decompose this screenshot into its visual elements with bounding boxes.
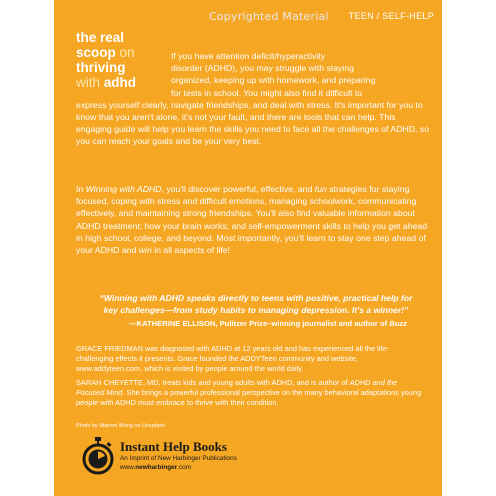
photo-credit: Photo by Warren Wong on Unsplash (76, 423, 165, 429)
attribution-prefix: —KATHERINE ELLISON, Pulitzer Prize–winning journalist and author of (129, 319, 390, 328)
bio2-rest: . She brings a powerful professional perspective on the many behavioral adaptations young people with ADHD must embrace to thrive with their condition. (76, 388, 422, 407)
back-cover (54, 0, 442, 496)
para2-win: win (138, 245, 152, 256)
copyright-watermark: Copyrighted Material (209, 10, 329, 23)
para2-mid: , you'll discover powerful, effective, and (161, 184, 315, 194)
endorsement-quote (94, 293, 418, 316)
para1-rest: express yourself clearly, navigate friendships, and deal with stress. It's important for you to know that you aren't alone, it's not your fault, and there are tools that can help. This engaging guide will help you learn the skills you need to face all the challenges of ADHD, so you can reach your goals and be your very best. (76, 99, 430, 147)
bio2-book: ADHD and the Focused Mind (76, 378, 398, 397)
publisher-subtitle: An Imprint of New Harbinger Publications (120, 455, 237, 462)
author-bio-grace: GRACE FRIEDMAN was diagnosed with ADHD at 12 years old and has experienced all the life-challenging effects it presents. Grace founded the ADDYTeen community and website, www.addyteen.com, which is visited by people around the world daily. (76, 344, 390, 373)
para2-intro: In (76, 184, 86, 194)
author-bio-sarah (76, 378, 426, 408)
publisher-logo (80, 436, 300, 480)
publisher-url (120, 464, 191, 471)
url-bold: newharbinger (135, 464, 178, 471)
para2-book-title: Winning with ADHD (85, 184, 162, 194)
url-suffix: .com (177, 464, 192, 471)
quote-book-title: Winning with ADHD (103, 293, 185, 303)
attribution-book: Buzz (389, 319, 407, 328)
description-paragraph-1 (76, 50, 430, 148)
para1-line4: for tests in school. You might also find it difficult to (171, 87, 363, 98)
para1-line2: disorder (ADHD), you may struggle with staying (171, 63, 354, 74)
description-paragraph-2 (76, 183, 430, 256)
series-title-thriving: thriving (76, 60, 126, 75)
para2-fun: fun (314, 184, 327, 194)
bio2-prefix: SARAH CHEYETTE, MD, treats kids and young adults with ADHD, and is author of (76, 378, 350, 387)
quote-text: speaks directly to teens with positive, practical help for key challenges—from study habits to managing depression. It's a winner!” (103, 293, 413, 315)
url-prefix: www. (120, 464, 136, 471)
series-title-with: with (76, 75, 101, 90)
series-title-on: on (119, 45, 135, 60)
series-title-adhd: adhd (103, 75, 137, 90)
stopwatch-icon (80, 436, 116, 476)
para1-line1: If you have attention deficit/hyperactivity (171, 51, 326, 61)
para2-rest1: strategies for staying focused, coping with stress and difficult emotions, managing schoolwork, communicating effectively, and maintaining strong friendships. You'll also find valuable information about ADHD treatment; how your brain works; and self-empowerment skills to help you get ahead in high school, college, and beyond. Most importantly, you'll learn to stay one step ahead of your ADHD and (76, 184, 428, 256)
category-label: TEEN / SELF-HELP (348, 11, 434, 21)
quote-open: “ (99, 293, 104, 303)
publisher-name: Instant Help Books (120, 439, 227, 454)
para2-rest2: in all aspects of life! (151, 245, 231, 256)
series-title-scoop: scoop (76, 45, 116, 60)
endorsement-attribution (114, 319, 422, 328)
series-title-line1: the real (76, 30, 125, 45)
para1-line3: organized, keeping up with homework, and preparing (171, 75, 376, 86)
